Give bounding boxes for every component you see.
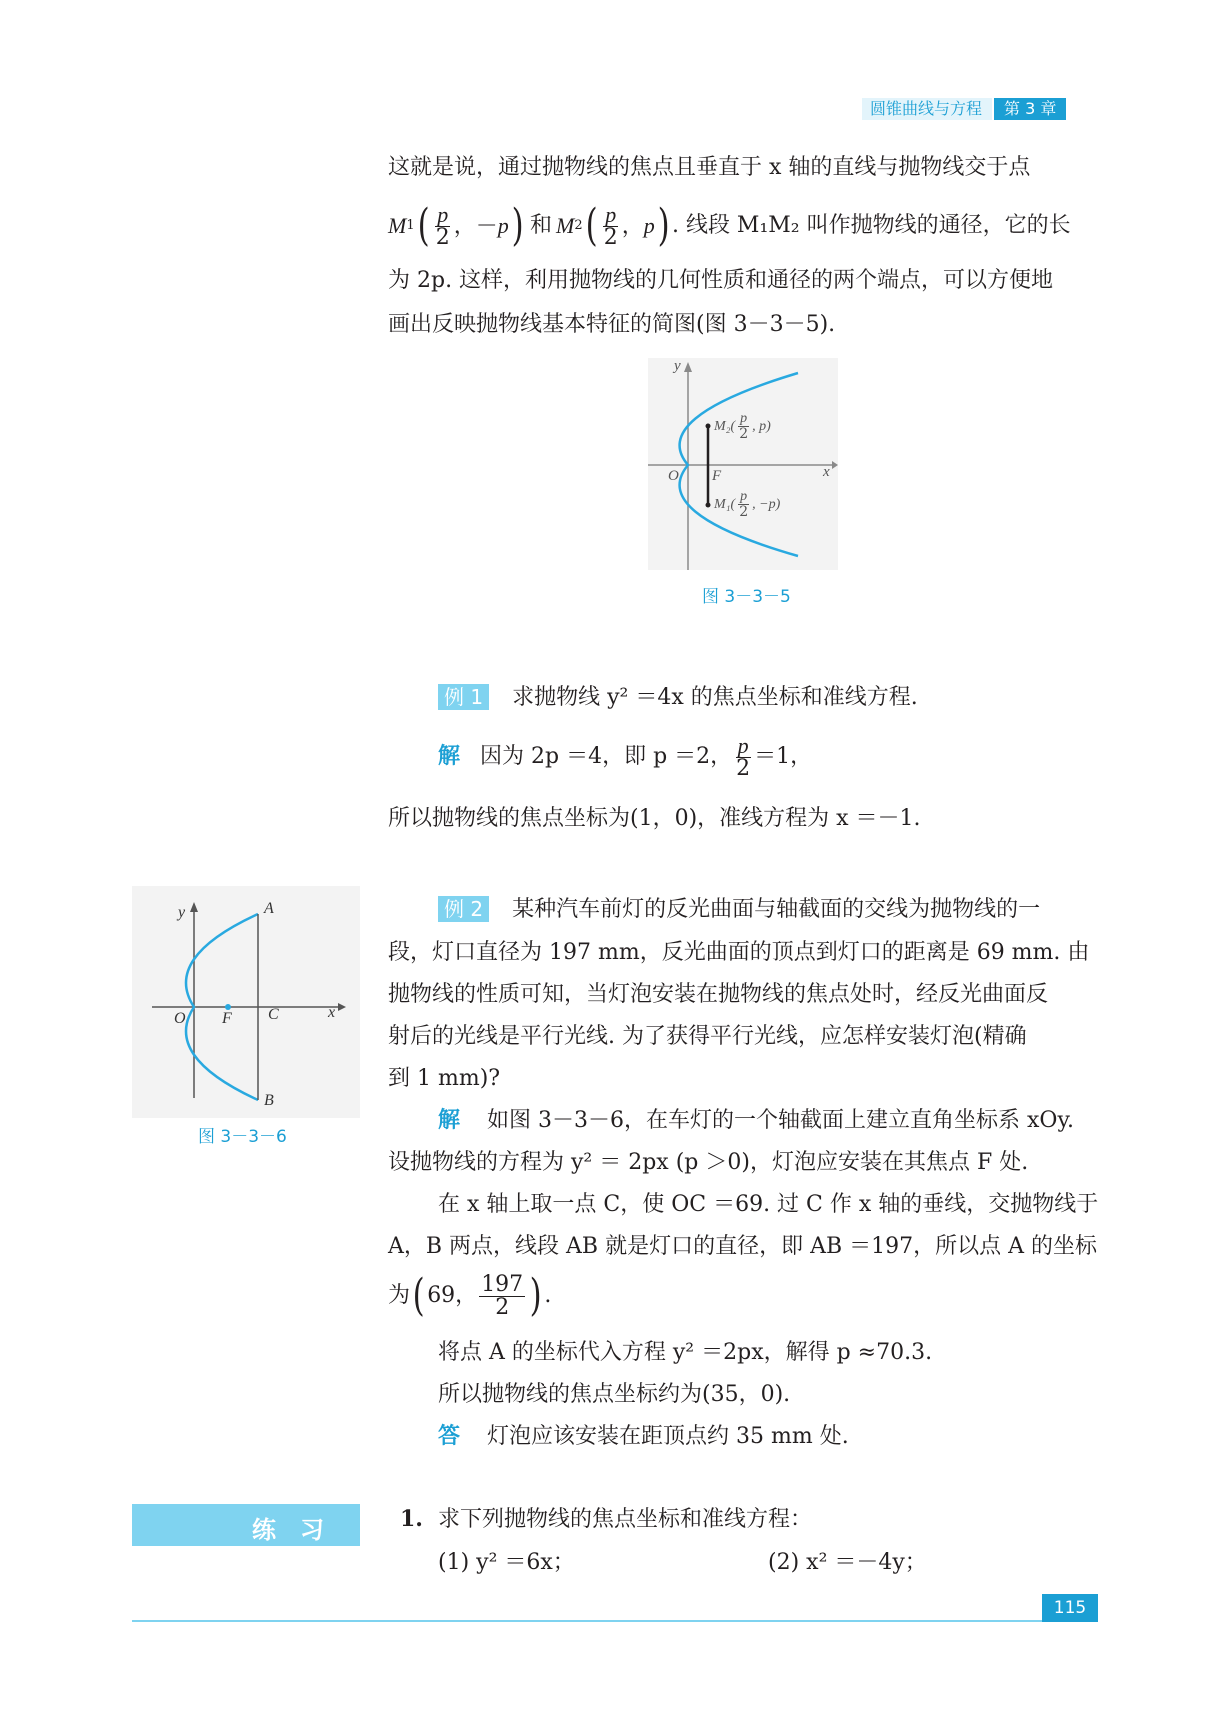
intro-line-1: 这就是说，通过抛物线的焦点且垂直于 x 轴的直线与抛物线交于点 [388, 155, 1031, 180]
solution-1-line-1: 因为 2p ＝4，即 p ＝2， [480, 744, 733, 769]
solution-tag-2: 解 [438, 1108, 461, 1133]
fig1-label-x: x [823, 464, 830, 480]
intro-and: 和 [529, 213, 552, 238]
intro-line-2-end: . 线段 M₁M₂ 叫作抛物线的通径，它的长 [671, 213, 1071, 238]
x-axis-arrow [832, 461, 838, 469]
solution-1-line-2: 所以抛物线的焦点坐标为(1，0)，准线方程为 x ＝－1. [388, 806, 921, 831]
solution-2-coordinate: 为 ( 69， $\frac{197}{2}$ ) . [388, 1270, 552, 1321]
figure-3-3-5 [648, 358, 838, 570]
example-1 [438, 684, 918, 711]
chapter-label: 第 3 章 [994, 98, 1066, 120]
example-1-question: 求抛物线 y² ＝4x 的焦点坐标和准线方程. [512, 685, 918, 710]
point-m2 [706, 424, 711, 429]
y-axis-arrow [684, 362, 692, 372]
practice-banner [132, 1504, 360, 1546]
intro-line-3: 为 2p. 这样，利用抛物线的几何性质和通径的两个端点，可以方便地 [388, 268, 1054, 293]
footer-rule [132, 1620, 1098, 1622]
y-axis-arrow [190, 902, 198, 912]
figure-3-3-6-caption: 图 3－3－6 [198, 1127, 287, 1147]
solution-2-line-1: 解 如图 3－3－6，在车灯的一个轴截面上建立直角坐标系 xOy. [438, 1108, 1074, 1133]
figure-3-3-5-caption: 图 3－3－5 [702, 587, 791, 607]
practice-item-1: 1. 求下列抛物线的焦点坐标和准线方程： [400, 1506, 812, 1532]
fig1-label-m2: M₂( $\frac{p}{2}$ , p) [714, 411, 771, 442]
solution-1-frac-tail: ＝1， [754, 744, 813, 769]
fig1-label-o: O [668, 468, 679, 484]
fig2-label-y: y [178, 904, 186, 921]
point-m1 [706, 503, 711, 508]
example-2-line-2: 段，灯口直径为 197 mm，反光曲面的顶点到灯口的距离是 69 mm. 由 [388, 940, 1090, 965]
example-2-tag: 例 2 [438, 896, 489, 922]
x-axis-arrow [338, 1003, 346, 1011]
fig2-label-a: A [264, 900, 274, 917]
fig2-label-x: x [328, 1004, 336, 1021]
example-1-tag: 例 1 [438, 684, 489, 710]
answer-tag: 答 [438, 1424, 461, 1449]
solution-tag-1: 解 [438, 744, 461, 769]
section-title: 圆锥曲线与方程 [862, 98, 992, 120]
practice-sub-1: (1) y² ＝6x； [438, 1550, 575, 1575]
figure-3-3-6 [132, 886, 360, 1118]
example-1-solution: 解 因为 2p ＝4，即 p ＝2， $\frac{p}{2}$ ＝1， [438, 732, 813, 781]
example-2-line-1: 例 2 某种汽车前灯的反光曲面与轴截面的交线为抛物线的一 [438, 896, 1040, 923]
parabola-figure-2 [132, 886, 360, 1118]
solution-2-line-2: 设抛物线的方程为 y² ＝ 2px (p ＞0)，灯泡应安装在其焦点 F 处. [388, 1150, 1029, 1175]
example-2-line-4: 射后的光线是平行光线. 为了获得平行光线，应怎样安装灯泡(精确 [388, 1024, 1027, 1049]
fig2-label-f: F [222, 1010, 232, 1027]
example-2-line-3: 抛物线的性质可知，当灯泡安装在抛物线的焦点处时，经反光曲面反 [388, 982, 1049, 1007]
intro-line-4: 画出反映抛物线基本特征的简图(图 3－3－5). [388, 312, 836, 337]
practice-item-number: 1. [400, 1506, 423, 1532]
running-header [862, 98, 1066, 120]
fig2-label-c: C [268, 1006, 279, 1023]
solution-2-line-3: 在 x 轴上取一点 C，使 OC ＝69. 过 C 作 x 轴的垂线，交抛物线于 [438, 1192, 1099, 1217]
practice-sub-2: (2) x² ＝－4y； [768, 1550, 927, 1575]
practice-banner-text: 练 习 [252, 1516, 324, 1544]
fig1-label-m1: M₁( $\frac{p}{2}$ , −p) [714, 489, 781, 520]
answer-line: 答 灯泡应该安装在距顶点约 35 mm 处. [438, 1424, 849, 1449]
fig2-label-o: O [174, 1010, 186, 1027]
fig1-label-f: F [712, 468, 722, 484]
parabola-figure-1 [648, 358, 838, 570]
solution-2-line-5: 将点 A 的坐标代入方程 y² ＝2px，解得 p ≈70.3. [438, 1340, 933, 1365]
solution-2-line-4: A，B 两点，线段 AB 就是灯口的直径，即 AB ＝197，所以点 A 的坐标 [388, 1234, 1097, 1259]
solution-2-line-6: 所以抛物线的焦点坐标约为(35，0). [438, 1382, 791, 1407]
example-2-line-5: 到 1 mm)? [388, 1066, 501, 1091]
fig2-label-b: B [264, 1092, 274, 1109]
intro-line-2: M 1 ( $\frac{p}{2}$ ，－p ) 和 M 2 ( $\frac{p}{2}$ ，p ) . 线段 M₁M₂ 叫作抛物线的通径，它的长 [388, 200, 1071, 251]
fig1-label-y: y [674, 358, 681, 374]
page-number: 115 [1042, 1594, 1098, 1622]
